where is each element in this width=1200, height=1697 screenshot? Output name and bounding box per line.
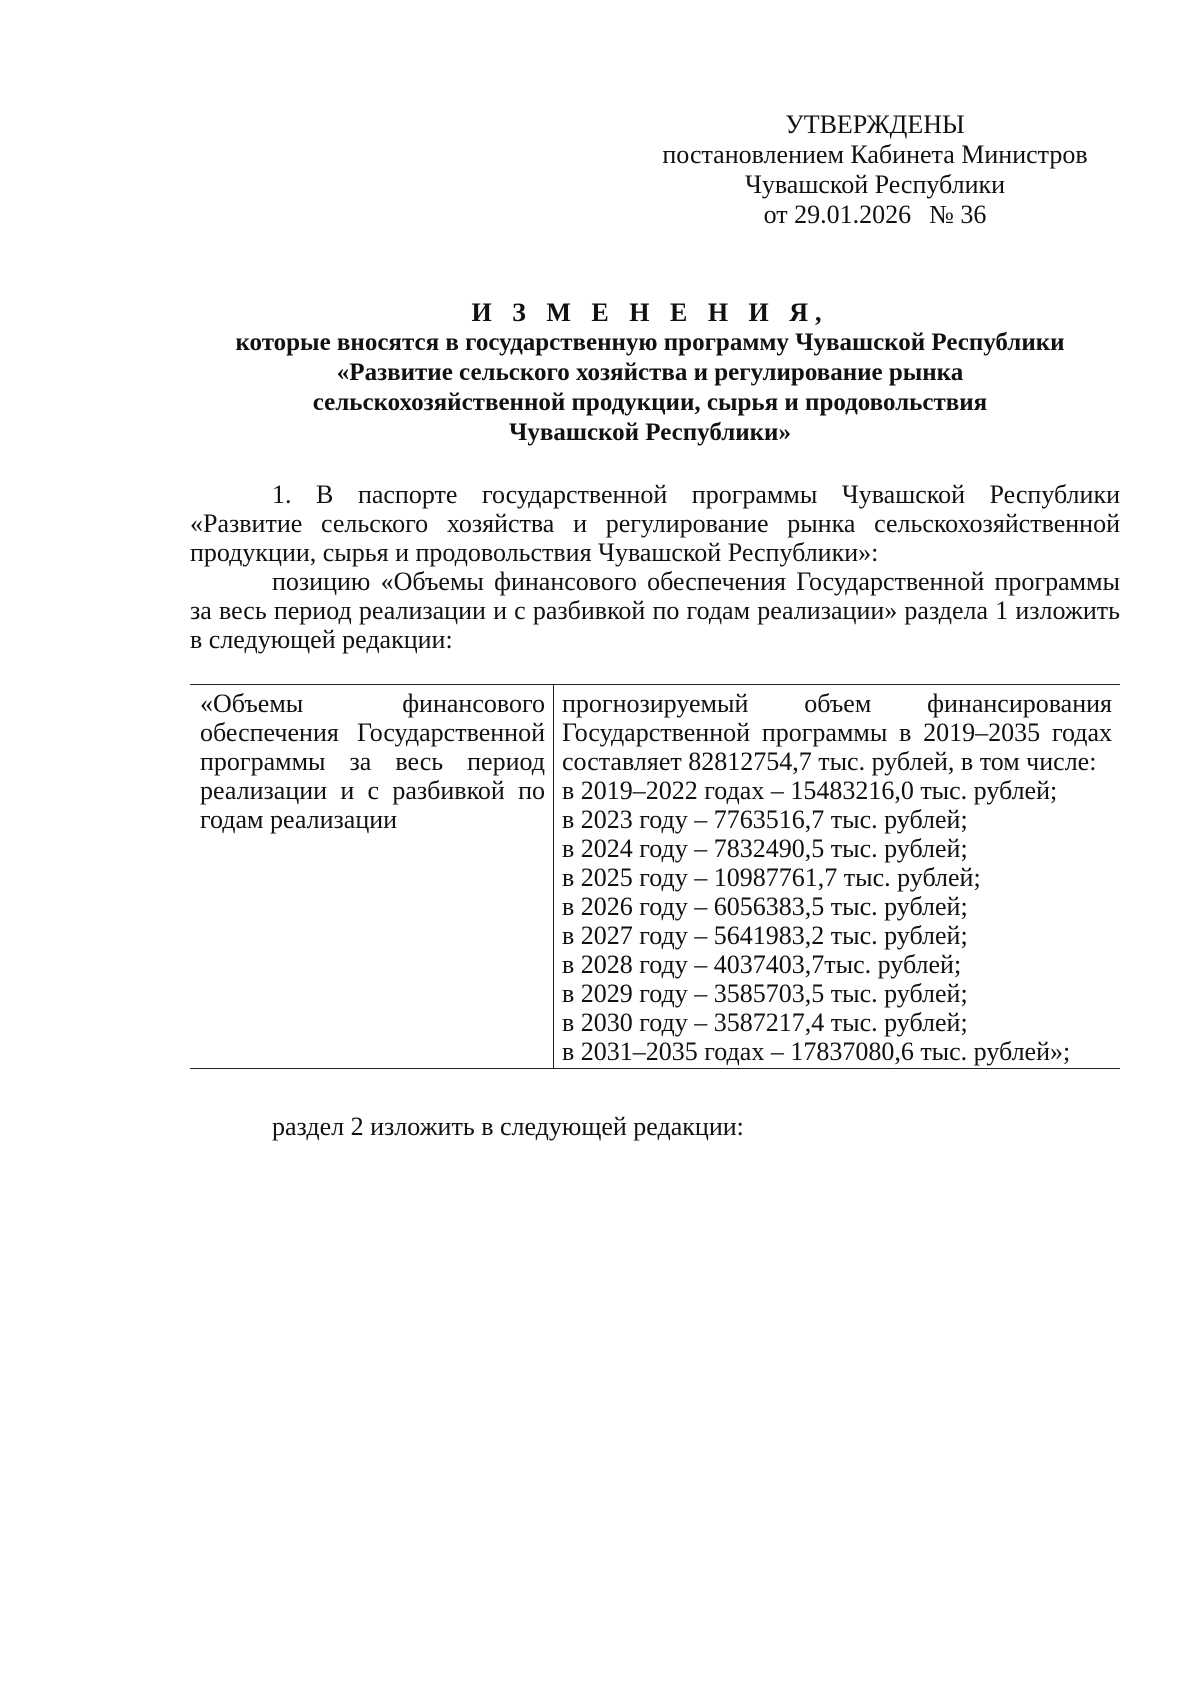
approval-stamp <box>640 110 1110 230</box>
financing-table <box>190 684 1120 1069</box>
table-left-cell: «Объемы финансового обеспечения Государственной программы за весь период реализации и с разбивкой по годам реализации <box>190 685 554 1069</box>
title-line-3: сельскохозяйственной продукции, сырья и продовольствия <box>312 389 988 416</box>
financing-line: в 2027 году – 5641983,2 тыс. рублей; <box>562 921 968 950</box>
financing-line: в 2025 году – 10987761,7 тыс. рублей; <box>562 863 981 892</box>
approval-number: № 36 <box>929 200 987 229</box>
table-right-cell <box>554 685 1121 1069</box>
approval-date: от 29.01.2026 <box>763 200 912 229</box>
financing-line: в 2031–2035 годах – 17837080,6 тыс. рублей»; <box>562 1037 1071 1066</box>
financing-line: в 2023 году – 7763516,7 тыс. рублей; <box>562 805 968 834</box>
financing-line: в 2030 году – 3587217,4 тыс. рублей; <box>562 1008 968 1037</box>
title-line-2: «Развитие сельского хозяйства и регулирование рынка <box>336 359 964 386</box>
document-title <box>180 298 1120 448</box>
table-row <box>190 685 1120 1069</box>
financing-line: в 2028 году – 4037403,7тыс. рублей; <box>562 950 962 979</box>
paragraph-1: 1. В паспорте государственной программы Чувашской Республики «Развитие сельского хозяйства и регулирование рынка сельскохозяйственной продукции, сырья и продовольствия Чувашской Республики»: <box>190 480 1120 567</box>
body-text <box>190 480 1120 654</box>
section-2-note: раздел 2 изложить в следующей редакции: <box>272 1112 744 1141</box>
approval-date-line <box>640 200 1110 230</box>
approval-line-2: постановлением Кабинета Министров <box>662 140 1088 169</box>
approval-line-1: УТВЕРЖДЕНЫ <box>785 110 965 139</box>
financing-line: в 2026 году – 6056383,5 тыс. рублей; <box>562 892 968 921</box>
approval-line-3: Чувашской Республики <box>744 170 1006 199</box>
financing-line: в 2024 году – 7832490,5 тыс. рублей; <box>562 834 968 863</box>
title-line-4: Чувашской Республики» <box>509 419 791 446</box>
title-heading: И З М Е Н Е Н И Я, <box>471 298 829 327</box>
title-line-1: которые вносятся в государственную программу Чувашской Республики <box>235 329 1065 356</box>
financing-line: в 2029 году – 3585703,5 тыс. рублей; <box>562 979 968 1008</box>
paragraph-2: позицию «Объемы финансового обеспечения Государственной программы за весь период реализации и с разбивкой по годам реализации» раздела 1 изложить в следующей редакции: <box>190 567 1120 654</box>
financing-line: в 2019–2022 годах – 15483216,0 тыс. рублей; <box>562 776 1058 805</box>
table-right-intro: прогнозируемый объем финансирования Государственной программы в 2019–2035 годах составляет 82812754,7 тыс. рублей, в том числе: <box>562 689 1112 776</box>
